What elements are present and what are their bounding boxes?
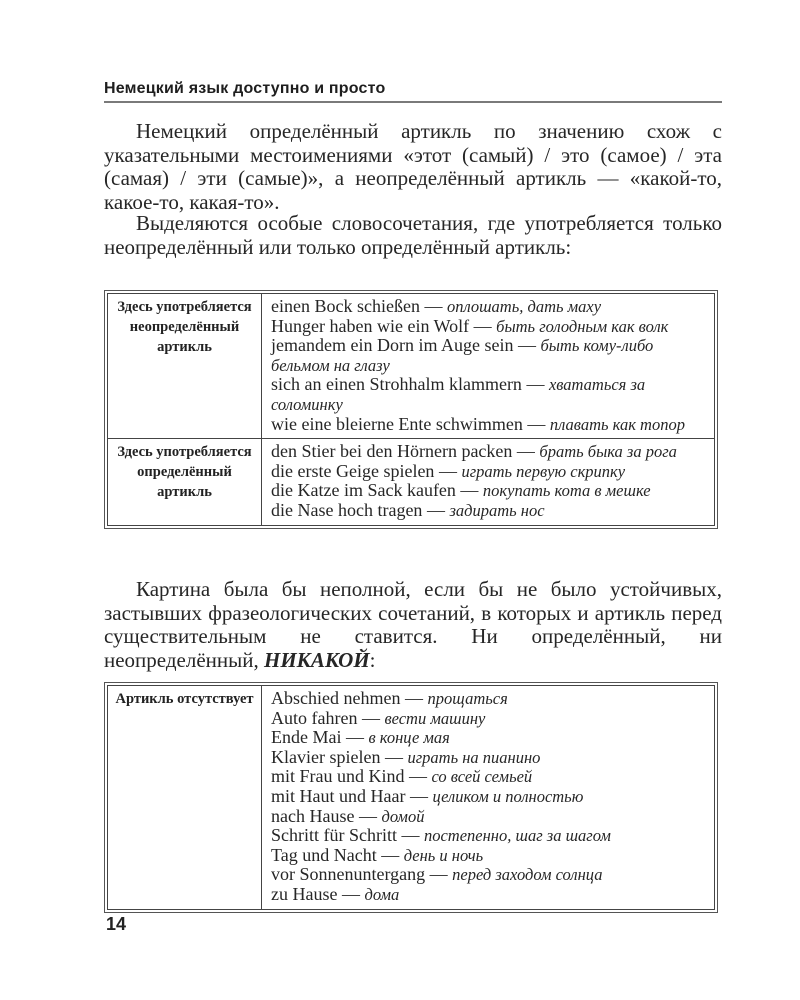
german-phrase: Tag und Nacht [271,844,377,865]
russian-translation: со всей семьей [431,767,533,787]
em-dash: — [354,805,382,826]
row-label: Артикль отсутствует [108,686,262,909]
russian-translation: целиком и полностью [432,786,584,806]
russian-translation: в конце мая [368,728,450,748]
phrase-entry [271,442,710,462]
german-phrase: vor Sonnenuntergang [271,864,426,885]
russian-translation: дома [364,884,400,904]
russian-translation: быть голодным как волк [496,316,669,336]
row-label: Здесь употребляется определённый артикль [108,439,262,524]
german-phrase: Hunger haben wie ein Wolf [271,315,470,336]
phrase-entry [271,501,710,521]
phrases-with-article-table [104,290,718,529]
phrase-entry [271,885,710,905]
phrases-without-article-table [104,682,718,913]
paragraph-no-article [104,578,722,672]
em-dash: — [396,825,424,846]
emphasis-nikakoy: НИКАКОЙ [263,647,370,672]
phrase-entry [271,728,710,748]
german-phrase: sich an einen Strohhalm klammern [271,374,522,395]
page-number: 14 [106,914,127,934]
phrase-entry [271,865,710,885]
phrase-list [262,686,714,909]
em-dash: — [512,441,540,462]
phrase-entry [271,375,710,414]
russian-translation: постепенно, шаг за шагом [423,826,611,846]
german-phrase: Auto fahren [271,707,358,728]
russian-translation: перед заходом солнца [452,865,603,885]
paragraph-text: Немецкий определённый артикль по значению схож с указательными местоимениями «этот (самый) / это (самое) / эта (самая) / эти (самые)», а неопределённый артикль — «какой-то, какое-то, какая-то». [104,119,722,214]
table-body [107,685,715,910]
em-dash: — [405,785,433,806]
em-dash: — [469,315,497,336]
row-label: Здесь употребляется неопределённый артикль [108,294,262,438]
paragraph-text: Картина была бы неполной, если бы не было устойчивых, застывших фразеологических сочетаний, в которых и артикль перед существительным не ставится. Ни определённый, ни неопределённый, [104,577,722,672]
phrase-entry [271,336,710,375]
table-row [108,439,714,524]
table-body [107,293,715,526]
em-dash: — [357,707,385,728]
em-dash: — [455,480,483,501]
phrase-entry [271,415,710,435]
phrase-entry [271,748,710,768]
german-phrase: einen Bock schießen [271,296,420,316]
running-head: Немецкий язык доступно и просто [104,80,722,103]
german-phrase: Klavier spielen [271,746,381,767]
russian-translation: брать быка за рога [539,442,677,462]
german-phrase: die Nase hoch tragen [271,499,423,520]
russian-translation: быть кому-либо бельмом на глазу [271,336,654,375]
phrase-entry [271,787,710,807]
russian-translation: играть первую скрипку [461,461,626,481]
german-phrase: die erste Geige spielen [271,460,435,481]
russian-translation: плавать как топор [549,414,685,434]
em-dash: — [380,746,408,767]
russian-translation: день и ночь [403,845,484,865]
german-phrase: den Stier bei den Hörnern packen [271,441,513,462]
table-row [108,294,714,439]
russian-translation: оплошать, дать маху [446,297,602,316]
german-phrase: Abschied nehmen [271,688,401,708]
em-dash: — [422,499,450,520]
german-phrase: mit Frau und Kind [271,766,405,787]
russian-translation: играть на пианино [407,747,541,767]
em-dash: — [400,688,428,708]
em-dash: — [404,766,432,787]
em-dash: — [337,883,365,904]
phrase-entry [271,807,710,827]
phrase-entry [271,689,710,709]
em-dash: — [341,727,369,748]
table-row [108,686,714,909]
russian-translation: вести машину [384,708,486,728]
russian-translation: домой [381,806,425,826]
em-dash: — [376,844,404,865]
paragraph-text: Выделяются особые словосочетания, где употребляется только неопределённый или только определённый артикль: [104,211,722,259]
german-phrase: mit Haut und Haar [271,785,406,806]
russian-translation: прощаться [427,689,508,708]
phrase-entry [271,826,710,846]
russian-translation: хвататься за соломинку [271,375,646,414]
phrase-entry [271,767,710,787]
em-dash: — [521,374,549,395]
german-phrase: zu Hause [271,883,338,904]
paragraph-articles-meaning [104,120,722,214]
phrase-entry [271,846,710,866]
german-phrase: Ende Mai [271,727,342,748]
german-phrase: die Katze im Sack kaufen [271,480,456,501]
phrase-entry [271,297,710,317]
russian-translation: задирать нос [449,500,545,520]
phrase-entry [271,709,710,729]
paragraph-special-phrases [104,212,722,259]
german-phrase: wie eine bleierne Ente schwimmen [271,413,523,434]
em-dash: — [513,335,541,356]
em-dash: — [425,864,453,885]
german-phrase: nach Hause [271,805,355,826]
phrase-entry [271,317,710,337]
german-phrase: Schritt für Schritt [271,825,397,846]
german-phrase: jemandem ein Dorn im Auge sein [271,335,514,356]
phrase-entry [271,462,710,482]
phrase-list [262,294,714,438]
paragraph-colon: : [369,647,376,672]
russian-translation: покупать кота в мешке [482,481,651,501]
em-dash: — [434,460,462,481]
phrase-list [262,439,714,524]
em-dash: — [522,413,550,434]
phrase-entry [271,481,710,501]
em-dash: — [419,296,447,316]
